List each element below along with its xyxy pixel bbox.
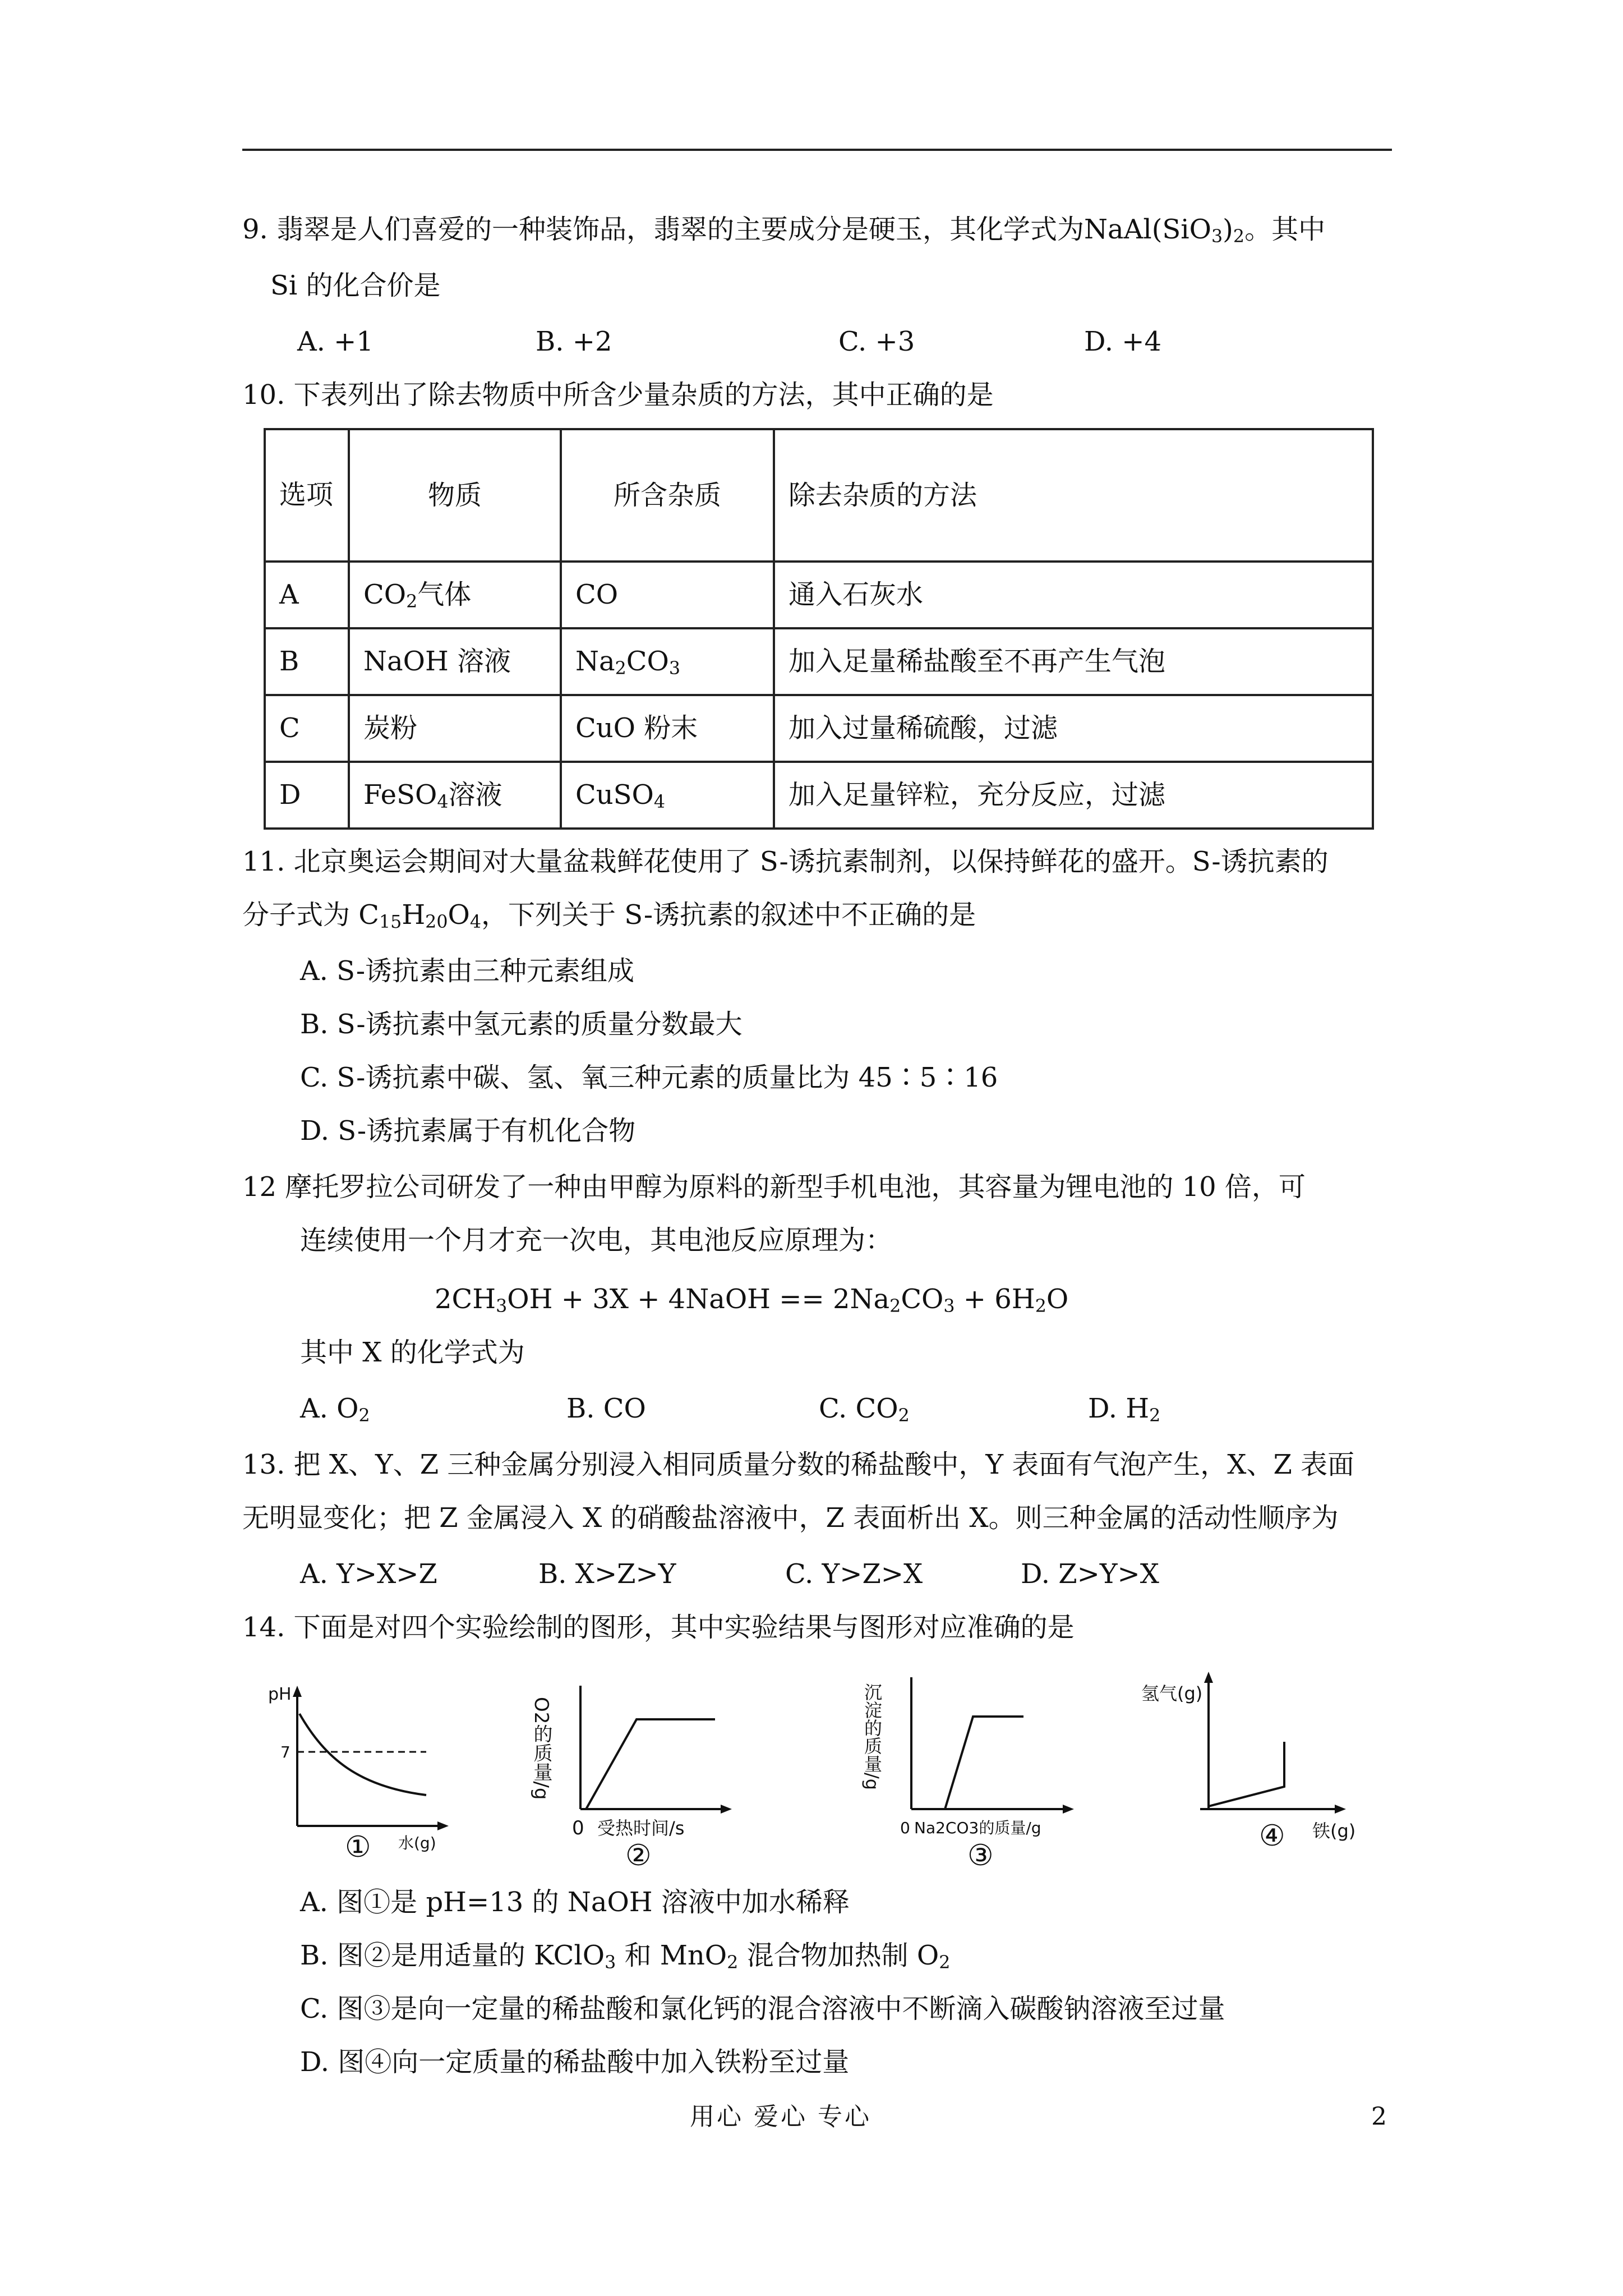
figure-2 — [530, 1674, 743, 1871]
impurity-post: CO — [626, 646, 669, 678]
eq-part: CO — [901, 1283, 944, 1315]
q12-line3: 其中 X 的化学式为 — [300, 1337, 525, 1368]
option-sub: 2 — [939, 1952, 951, 1973]
q12-option-a — [300, 1391, 370, 1426]
precipitate-curve — [917, 1717, 1023, 1809]
impurity-text: Na — [575, 646, 615, 678]
header-substance: 物质 — [349, 429, 561, 562]
option-sub: 2 — [1149, 1405, 1161, 1426]
substance-sub: 2 — [406, 592, 418, 613]
figure-1 — [264, 1674, 460, 1871]
q14-option-b — [300, 1938, 950, 1973]
ph-curve — [299, 1714, 426, 1795]
q9-text-end: 。其中 — [1244, 214, 1326, 245]
table-header-row — [265, 429, 1373, 562]
figure-label: ③ — [967, 1839, 994, 1872]
header-option: 选项 — [265, 429, 349, 562]
q11-option-c: C. S-诱抗素中碳、氢、氧三种元素的质量比为 45∶5∶16 — [300, 1062, 998, 1093]
eq-part: 2CH — [435, 1283, 496, 1315]
x-axis-arrow — [437, 1821, 449, 1830]
x-axis-arrow — [1063, 1805, 1074, 1814]
figure-2-graph — [530, 1674, 743, 1871]
q9-sub2: 2 — [1233, 226, 1245, 247]
impurity-sub: 4 — [653, 792, 666, 813]
row-option: D — [265, 762, 349, 829]
tick-7: 7 — [280, 1743, 291, 1761]
row-method: 加入足量锌粒，充分反应，过滤 — [774, 762, 1373, 829]
row-substance — [349, 762, 561, 829]
q9-option-d: D. +4 — [1084, 326, 1162, 357]
q9-text: 9. 翡翠是人们喜爱的一种装饰品，翡翠的主要成分是硬玉，其化学式为NaAl(SiO — [242, 214, 1212, 245]
eq-sub: 2 — [1035, 1296, 1046, 1317]
q9-option-c: C. +3 — [838, 326, 915, 357]
option-text: D. H — [1088, 1393, 1150, 1424]
q11-sub-h: 20 — [425, 912, 448, 932]
header-impurity: 所含杂质 — [561, 429, 774, 562]
xlabel-text: Na2CO3的质量/g — [914, 1819, 1041, 1837]
eq-sub: 3 — [496, 1296, 508, 1317]
figure-label: ① — [345, 1830, 371, 1864]
substance-post: 溶液 — [448, 779, 502, 811]
row-impurity: CuO 粉末 — [561, 695, 774, 762]
q11-option-d: D. S-诱抗素属于有机化合物 — [300, 1115, 636, 1147]
impurity-sub: 2 — [615, 659, 626, 679]
q11-line1: 11. 北京奥运会期间对大量盆栽鲜花使用了 S-诱抗素制剂，以保持鲜花的盛开。S-诱抗素的 — [242, 846, 1329, 877]
q11-h: H — [402, 899, 426, 931]
ylabel-text: 氢气(g) — [1141, 1683, 1203, 1704]
origin-label: 0 — [572, 1817, 584, 1839]
figure-4-graph — [1138, 1658, 1380, 1871]
option-sub: 2 — [358, 1405, 370, 1426]
figure-label: ④ — [1259, 1819, 1285, 1853]
row-method: 通入石灰水 — [774, 562, 1373, 628]
q14-option-d: D. 图④向一定质量的稀盐酸中加入铁粉至过量 — [300, 2046, 850, 2078]
eq-sub: 2 — [889, 1296, 901, 1317]
origin-label: 0 — [900, 1819, 910, 1837]
x-axis-arrow — [721, 1805, 732, 1814]
impurity-sub2: 3 — [668, 659, 681, 679]
y-axis-arrow — [293, 1686, 302, 1697]
option-sub: 2 — [898, 1405, 910, 1426]
row-substance: NaOH 溶液 — [349, 628, 561, 695]
q12-option-c — [819, 1391, 910, 1426]
ylabel-text: 沉淀的质量/g — [861, 1683, 883, 1791]
q10-stem: 10. 下表列出了除去物质中所含少量杂质的方法，其中正确的是 — [242, 379, 994, 411]
eq-part: O — [1046, 1283, 1069, 1315]
q13-option-c: C. Y>Z>X — [785, 1558, 923, 1590]
header-rule — [242, 149, 1392, 151]
q9-option-a: A. +1 — [297, 326, 374, 357]
ylabel-text: pH — [268, 1685, 292, 1704]
q11-option-a: A. S-诱抗素由三种元素组成 — [300, 955, 635, 987]
row-impurity — [561, 762, 774, 829]
substance-post: 气体 — [417, 579, 472, 611]
row-substance: 炭粉 — [349, 695, 561, 762]
o2-curve — [586, 1719, 715, 1809]
row-substance — [349, 562, 561, 628]
q9-line1 — [242, 212, 1325, 247]
table-row — [265, 628, 1373, 695]
substance-text: FeSO — [363, 779, 437, 811]
row-method: 加入足量稀盐酸至不再产生气泡 — [774, 628, 1373, 695]
q13-line2: 无明显变化；把 Z 金属浸入 X 的硝酸盐溶液中，Z 表面析出 X。则三种金属的活动性顺序为 — [242, 1502, 1339, 1534]
q12-line2: 连续使用一个月才充一次电，其电池反应原理为： — [300, 1225, 893, 1256]
option-text: B. 图②是用适量的 KClO — [300, 1940, 605, 1971]
q11-option-b: B. S-诱抗素中氢元素的质量分数最大 — [300, 1009, 743, 1040]
y-axis-arrow — [1204, 1672, 1213, 1683]
q9-sub: 3 — [1211, 226, 1223, 247]
figure-4 — [1138, 1658, 1380, 1871]
option-text: B. CO — [566, 1393, 646, 1424]
header-method: 除去杂质的方法 — [774, 429, 1373, 562]
eq-part: + 6H — [955, 1283, 1035, 1315]
figure-1-graph — [264, 1674, 460, 1871]
ylabel-text: O2的质量/g — [530, 1697, 552, 1800]
q13-option-a: A. Y>X>Z — [300, 1558, 437, 1590]
q11-sub-o: 4 — [469, 912, 481, 932]
q14-stem: 14. 下面是对四个实验绘制的图形，其中实验结果与图形对应准确的是 — [242, 1612, 1075, 1643]
footer-text: 用心 爱心 专心 — [690, 2102, 872, 2131]
figure-3-graph — [855, 1666, 1091, 1871]
xlabel-text: 受热时间/s — [597, 1818, 685, 1839]
eq-part: OH + 3X + 4NaOH == 2Na — [507, 1283, 890, 1315]
q10-table — [264, 428, 1374, 830]
option-text: A. O — [300, 1393, 359, 1424]
impurity-text: CuSO — [575, 779, 654, 811]
option-text: 混合物加热制 O — [738, 1940, 939, 1971]
q11-line2 — [242, 898, 976, 932]
q14-option-a: A. 图①是 pH=13 的 NaOH 溶液中加水稀释 — [300, 1887, 850, 1918]
q11-text: 分子式为 C — [242, 899, 379, 931]
xlabel-text: 铁(g) — [1312, 1820, 1356, 1842]
option-text: 和 MnO — [616, 1940, 727, 1971]
row-option: A — [265, 562, 349, 628]
option-text: C. CO — [819, 1393, 898, 1424]
row-option: C — [265, 695, 349, 762]
q14-option-c: C. 图③是向一定量的稀盐酸和氯化钙的混合溶液中不断滴入碳酸钠溶液至过量 — [300, 1993, 1225, 2024]
q9-option-b: B. +2 — [536, 326, 612, 357]
figure-3 — [855, 1666, 1091, 1871]
q11-text-post: ，下列关于 S-诱抗素的叙述中不正确的是 — [481, 899, 976, 931]
row-impurity — [561, 628, 774, 695]
q12-option-b — [566, 1391, 646, 1426]
q12-equation — [435, 1282, 1068, 1317]
x-axis-arrow — [1335, 1805, 1346, 1814]
q9-text-post: ) — [1223, 214, 1233, 245]
option-sub: 2 — [727, 1952, 739, 1973]
page-number: 2 — [1371, 2102, 1387, 2131]
q9-line2: Si 的化合价是 — [270, 270, 441, 301]
xlabel-text: 水(g) — [398, 1834, 436, 1852]
table-row — [265, 762, 1373, 829]
q13-option-d: D. Z>Y>X — [1021, 1558, 1159, 1590]
option-sub: 3 — [605, 1952, 616, 1973]
figure-label: ② — [625, 1839, 652, 1872]
table-row — [265, 695, 1373, 762]
q13-line1: 13. 把 X、Y、Z 三种金属分别浸入相同质量分数的稀盐酸中，Y 表面有气泡产生，X、Z 表面 — [242, 1449, 1355, 1480]
row-impurity: CO — [561, 562, 774, 628]
q13-option-b: B. X>Z>Y — [538, 1558, 676, 1590]
q12-line1: 12 摩托罗拉公司研发了一种由甲醇为原料的新型手机电池，其容量为锂电池的 10 倍，可 — [242, 1171, 1306, 1203]
table-row — [265, 562, 1373, 628]
eq-sub: 3 — [943, 1296, 955, 1317]
q11-sub-c: 15 — [379, 912, 402, 932]
q12-option-d — [1088, 1391, 1160, 1426]
substance-text: CO — [363, 579, 407, 611]
row-option: B — [265, 628, 349, 695]
hydrogen-curve — [1209, 1742, 1284, 1806]
substance-sub: 4 — [437, 792, 449, 813]
q11-o: O — [448, 899, 470, 931]
row-method: 加入过量稀硫酸，过滤 — [774, 695, 1373, 762]
